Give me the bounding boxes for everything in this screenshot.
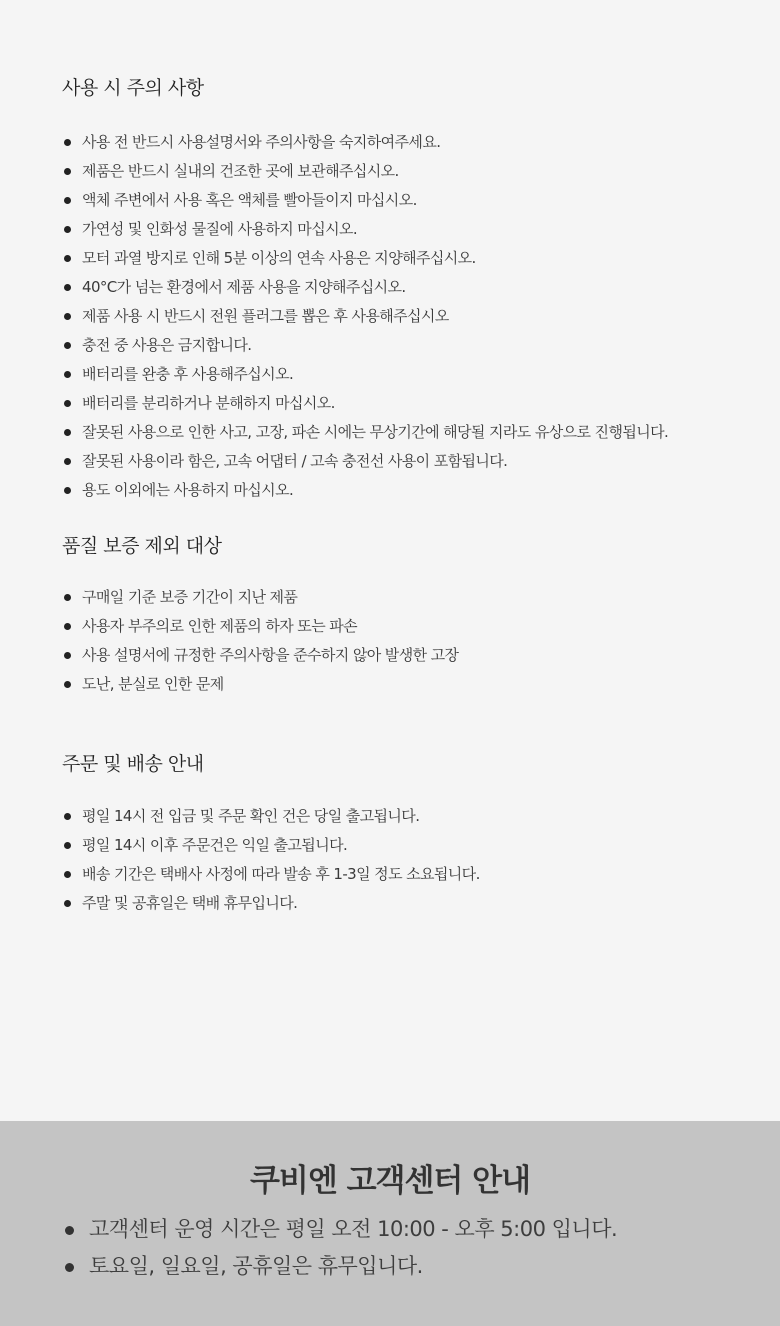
- list-item: [62, 302, 668, 331]
- list-item-text: 구매일 기준 보증 기간이 지난 제품: [82, 588, 298, 606]
- usage-caution-list: [62, 128, 668, 505]
- list-item-text: 고객센터 운영 시간은 평일 오전 10:00 - 오후 5:00 입니다.: [89, 1217, 618, 1241]
- bullet-icon: [64, 168, 71, 175]
- list-item-text: 잘못된 사용이라 함은, 고속 어댑터 / 고속 충전선 사용이 포함됩니다.: [82, 452, 508, 470]
- list-item-text: 40°C가 넘는 환경에서 제품 사용을 지양해주십시오.: [82, 278, 406, 296]
- bullet-icon: [64, 371, 71, 378]
- order-shipping-list: [62, 802, 480, 918]
- list-item-text: 배터리를 완충 후 사용해주십시오.: [82, 365, 294, 383]
- list-item-text: 용도 이외에는 사용하지 마십시오.: [82, 481, 294, 499]
- section-title-usage-caution: 사용 시 주의 사항: [62, 77, 204, 99]
- bullet-icon: [64, 313, 71, 320]
- bullet-icon: [64, 139, 71, 146]
- list-item: [62, 128, 668, 157]
- bullet-icon: [64, 458, 71, 465]
- bullet-icon: [64, 681, 71, 688]
- list-item: [62, 641, 458, 670]
- list-item-text: 배송 기간은 택배사 사정에 따라 발송 후 1-3일 정도 소요됩니다.: [82, 865, 480, 883]
- bullet-icon: [64, 487, 71, 494]
- customer-center-footer: [0, 1121, 780, 1326]
- list-item: [62, 1211, 617, 1248]
- bullet-icon: [65, 1263, 74, 1272]
- footer-title: 쿠비엔 고객센터 안내: [249, 1163, 531, 1199]
- list-item-text: 충전 중 사용은 금지합니다.: [82, 336, 252, 354]
- list-item-text: 액체 주변에서 사용 혹은 액체를 빨아들이지 마십시오.: [82, 191, 417, 209]
- list-item: [62, 215, 668, 244]
- list-item-text: 주말 및 공휴일은 택배 휴무입니다.: [82, 894, 298, 912]
- list-item-text: 평일 14시 전 입금 및 주문 확인 건은 당일 출고됩니다.: [82, 807, 420, 825]
- list-item: [62, 389, 668, 418]
- bullet-icon: [64, 594, 71, 601]
- warranty-exclusions-list: [62, 583, 458, 699]
- bullet-icon: [64, 400, 71, 407]
- bullet-icon: [64, 429, 71, 436]
- list-item: [62, 447, 668, 476]
- bullet-icon: [64, 342, 71, 349]
- list-item-text: 평일 14시 이후 주문건은 익일 출고됩니다.: [82, 836, 348, 854]
- list-item: [62, 612, 458, 641]
- footer-info-list: [62, 1211, 617, 1285]
- bullet-icon: [64, 652, 71, 659]
- list-item: [62, 476, 668, 505]
- bullet-icon: [64, 255, 71, 262]
- bullet-icon: [64, 871, 71, 878]
- list-item: [62, 831, 480, 860]
- list-item: [62, 583, 458, 612]
- bullet-icon: [64, 842, 71, 849]
- list-item: [62, 273, 668, 302]
- list-item-text: 제품 사용 시 반드시 전원 플러그를 뽑은 후 사용해주십시오: [82, 307, 449, 325]
- list-item-text: 잘못된 사용으로 인한 사고, 고장, 파손 시에는 무상기간에 해당될 지라도 유상으로 진행됩니다.: [82, 423, 669, 441]
- list-item-text: 가연성 및 인화성 물질에 사용하지 마십시오.: [82, 220, 358, 238]
- list-item: [62, 186, 668, 215]
- list-item: [62, 1248, 617, 1285]
- bullet-icon: [64, 284, 71, 291]
- list-item-text: 도난, 분실로 인한 문제: [82, 675, 224, 693]
- list-item: [62, 244, 668, 273]
- bullet-icon: [65, 1226, 74, 1235]
- list-item: [62, 360, 668, 389]
- list-item: [62, 860, 480, 889]
- list-item-text: 제품은 반드시 실내의 건조한 곳에 보관해주십시오.: [82, 162, 399, 180]
- bullet-icon: [64, 623, 71, 630]
- bullet-icon: [64, 226, 71, 233]
- section-title-order-shipping: 주문 및 배송 안내: [62, 753, 204, 775]
- list-item-text: 토요일, 일요일, 공휴일은 휴무입니다.: [89, 1254, 423, 1278]
- list-item-text: 배터리를 분리하거나 분해하지 마십시오.: [82, 394, 335, 412]
- list-item: [62, 889, 480, 918]
- bullet-icon: [64, 900, 71, 907]
- list-item-text: 사용자 부주의로 인한 제품의 하자 또는 파손: [82, 617, 358, 635]
- list-item: [62, 802, 480, 831]
- bullet-icon: [64, 813, 71, 820]
- list-item-text: 사용 전 반드시 사용설명서와 주의사항을 숙지하여주세요.: [82, 133, 441, 151]
- section-title-warranty-exclusions: 품질 보증 제외 대상: [62, 535, 222, 557]
- list-item: [62, 670, 458, 699]
- list-item: [62, 157, 668, 186]
- list-item: [62, 418, 668, 447]
- list-item-text: 사용 설명서에 규정한 주의사항을 준수하지 않아 발생한 고장: [82, 646, 459, 664]
- bullet-icon: [64, 197, 71, 204]
- list-item-text: 모터 과열 방지로 인해 5분 이상의 연속 사용은 지양해주십시오.: [82, 249, 476, 267]
- list-item: [62, 331, 668, 360]
